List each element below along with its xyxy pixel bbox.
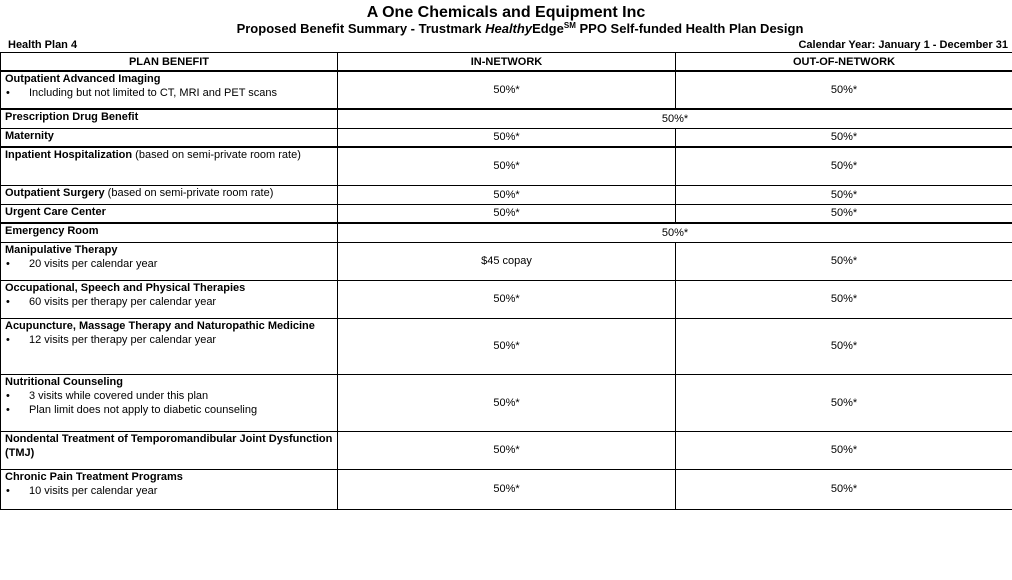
in-network-value: 50%* <box>338 128 676 147</box>
benefit-bullet-list <box>5 257 333 271</box>
health-plan-label: Health Plan 4 <box>8 39 78 51</box>
benefit-name: Urgent Care Center <box>5 205 106 218</box>
benefit-bullet-list <box>5 86 333 100</box>
in-network-value: 50%* <box>338 71 676 109</box>
benefit-name: Acupuncture, Massage Therapy and Naturopathic Medicine <box>5 319 315 332</box>
out-of-network-value: 50%* <box>676 204 1012 223</box>
benefit-name: Outpatient Surgery <box>5 186 105 199</box>
document-subtitle <box>0 21 1012 36</box>
out-of-network-value: 50%* <box>676 431 1012 469</box>
benefit-name: Manipulative Therapy <box>5 243 118 256</box>
benefit-name: Nondental Treatment of Temporomandibular Joint Dysfunction (TMJ) <box>5 432 333 459</box>
benefit-bullet-list <box>5 484 333 498</box>
benefit-cell <box>1 374 338 431</box>
combined-network-value: 50%* <box>338 223 1012 242</box>
out-of-network-value: 50%* <box>676 469 1012 509</box>
benefit-cell <box>1 431 338 469</box>
benefit-name: Inpatient Hospitalization <box>5 149 133 161</box>
in-network-value: 50%* <box>338 185 676 204</box>
benefit-name: Nutritional Counseling <box>5 375 123 388</box>
benefit-cell <box>1 318 338 374</box>
bullet-icon: • <box>6 333 10 346</box>
bullet-icon: • <box>6 257 10 270</box>
benefit-name: Maternity <box>5 129 54 142</box>
benefit-cell <box>1 147 338 185</box>
table-header-row <box>1 53 1012 72</box>
out-of-network-value: 50%* <box>676 242 1012 280</box>
subtitle-brand: Edge <box>532 21 564 36</box>
benefit-bullet-list <box>5 389 333 417</box>
benefit-table <box>0 52 1012 510</box>
benefit-bullet-item <box>5 86 333 100</box>
bullet-text: 3 visits while covered under this plan <box>29 389 209 402</box>
benefit-name: Chronic Pain Treatment Programs <box>5 470 183 483</box>
out-of-network-value: 50%* <box>676 318 1012 374</box>
benefit-bullet-item <box>5 484 333 498</box>
benefit-bullet-item <box>5 333 333 347</box>
table-row <box>1 71 1012 109</box>
out-of-network-value: 50%* <box>676 71 1012 109</box>
bullet-icon: • <box>6 389 10 402</box>
column-header-out-of-network: OUT-OF-NETWORK <box>676 53 1012 72</box>
benefit-bullet-item <box>5 257 333 271</box>
out-of-network-value: 50%* <box>676 128 1012 147</box>
benefit-cell <box>1 204 338 223</box>
bullet-text: 20 visits per calendar year <box>29 257 158 270</box>
table-row <box>1 147 1012 185</box>
table-row <box>1 318 1012 374</box>
table-row <box>1 469 1012 509</box>
column-header-plan-benefit: PLAN BENEFIT <box>1 53 338 72</box>
in-network-value: 50%* <box>338 147 676 185</box>
bullet-icon: • <box>6 87 10 99</box>
benefit-cell <box>1 242 338 280</box>
in-network-value: 50%* <box>338 469 676 509</box>
benefit-cell <box>1 280 338 318</box>
benefit-bullet-list <box>5 333 333 347</box>
benefit-name: Occupational, Speech and Physical Therapies <box>5 281 246 294</box>
table-row <box>1 242 1012 280</box>
benefit-note: (based on semi-private room rate) <box>132 149 301 161</box>
table-row <box>1 374 1012 431</box>
bullet-icon: • <box>6 484 10 497</box>
bullet-text: Including but not limited to CT, MRI and PET scans <box>29 87 278 99</box>
subtitle-suffix: PPO Self-funded Health Plan Design <box>575 21 804 36</box>
table-row <box>1 223 1012 242</box>
combined-network-value: 50%* <box>338 109 1012 128</box>
subtitle-brand-italic: Healthy <box>485 21 533 36</box>
bullet-text: Plan limit does not apply to diabetic counseling <box>29 403 258 416</box>
bullet-text: 60 visits per therapy per calendar year <box>29 295 217 308</box>
table-row <box>1 280 1012 318</box>
table-row <box>1 128 1012 147</box>
out-of-network-value: 50%* <box>676 280 1012 318</box>
in-network-value: 50%* <box>338 318 676 374</box>
benefit-name: Prescription Drug Benefit <box>5 111 139 123</box>
benefit-bullet-item <box>5 403 333 417</box>
subtitle-prefix: Proposed Benefit Summary - Trustmark <box>236 21 486 36</box>
benefit-cell <box>1 469 338 509</box>
benefit-name: Outpatient Advanced Imaging <box>5 73 161 85</box>
in-network-value: 50%* <box>338 431 676 469</box>
benefit-bullet-item <box>5 295 333 309</box>
bullet-icon: • <box>6 403 10 416</box>
bullet-icon: • <box>6 295 10 308</box>
calendar-year-label: Calendar Year: January 1 - December 31 <box>798 39 1008 51</box>
table-row <box>1 204 1012 223</box>
in-network-value: 50%* <box>338 204 676 223</box>
benefit-cell <box>1 109 338 128</box>
benefit-cell <box>1 71 338 109</box>
table-row <box>1 185 1012 204</box>
out-of-network-value: 50%* <box>676 374 1012 431</box>
bullet-text: 12 visits per therapy per calendar year <box>29 333 217 346</box>
benefit-name: Emergency Room <box>5 225 99 237</box>
table-row <box>1 431 1012 469</box>
column-header-in-network: IN-NETWORK <box>338 53 676 72</box>
document-title: A One Chemicals and Equipment Inc <box>366 4 646 21</box>
benefit-cell <box>1 185 338 204</box>
bullet-text: 10 visits per calendar year <box>29 484 158 497</box>
in-network-value: 50%* <box>338 280 676 318</box>
benefit-cell <box>1 128 338 147</box>
table-row <box>1 109 1012 128</box>
benefit-cell <box>1 223 338 242</box>
benefit-bullet-list <box>5 295 333 309</box>
out-of-network-value: 50%* <box>676 185 1012 204</box>
out-of-network-value: 50%* <box>676 147 1012 185</box>
benefit-note: (based on semi-private room rate) <box>104 186 274 199</box>
in-network-value: $45 copay <box>338 242 676 280</box>
in-network-value: 50%* <box>338 374 676 431</box>
benefit-bullet-item <box>5 389 333 403</box>
service-mark: SM <box>563 21 576 30</box>
